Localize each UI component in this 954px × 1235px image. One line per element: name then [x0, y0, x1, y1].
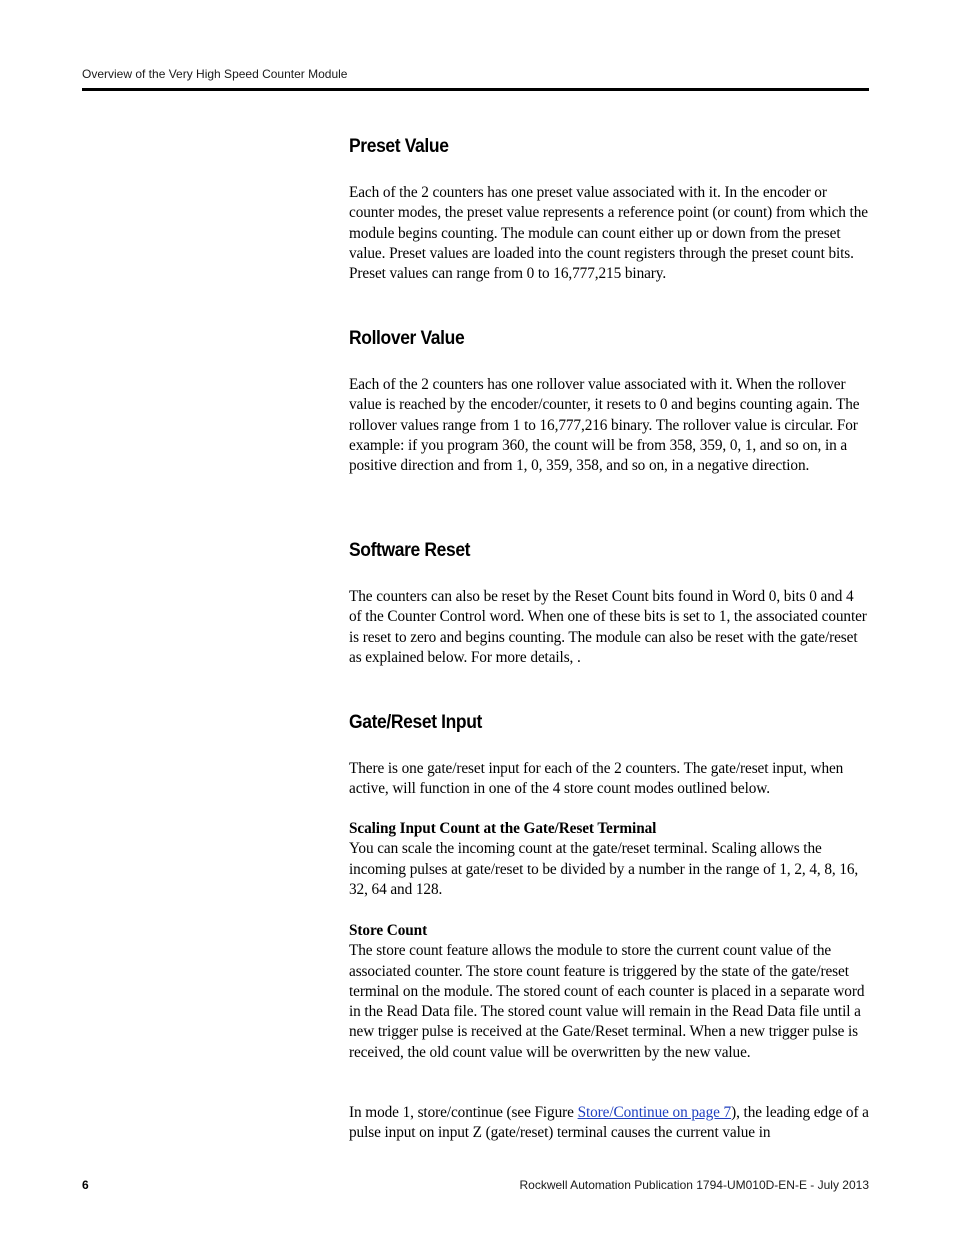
publication-footer: Rockwell Automation Publication 1794-UM010D-EN-E - July 2013 [519, 1178, 869, 1192]
mode1-paragraph [349, 1103, 869, 1144]
running-header-title: Overview of the Very High Speed Counter Module [82, 67, 348, 81]
mode1-text [349, 1103, 869, 1144]
scaling-input-count-heading: Scaling Input Count at the Gate/Reset Terminal [349, 820, 657, 837]
store-count-block [349, 921, 869, 1063]
software-reset-paragraph [349, 587, 869, 668]
heading-preset-value: Preset Value [349, 136, 449, 157]
preset-value-text: Each of the 2 counters has one preset value associated with it. In the encoder or counter modes, the preset value represents a reference point (or count) from which the module begins counting. The module can count either up or down from the preset value. Preset values are loaded into the count registers through the preset count bits. Preset values can range from 0 to 16,777,215 binary. [349, 184, 868, 283]
software-reset-text: The counters can also be reset by the Reset Count bits found in Word 0, bits 0 and 4 of the Counter Control word. When one of these bits is set to 1, the associated counter is reset to zero and begins counting. The module can also be reset with the gate/reset as explained below. For more details, . [349, 588, 867, 666]
rollover-value-paragraph [349, 375, 869, 476]
scaling-input-count-block [349, 819, 869, 900]
rollover-value-text: Each of the 2 counters has one rollover value associated with it. When the rollover value is reached by the encoder/counter, it resets to 0 and begins counting again. The rollover values range from 1 to 16,777,216 binary. The rollover value is circular. For example: if you program 360, the count will be from 358, 359, 0, 1, and so on, in a positive direction and from 1, 0, 359, 358, and so on, in a negative direction. [349, 376, 860, 475]
store-continue-link[interactable]: Store/Continue on page 7 [577, 1104, 732, 1121]
store-count-heading: Store Count [349, 922, 428, 939]
heading-rollover-value: Rollover Value [349, 328, 465, 349]
page-number: 6 [82, 1178, 89, 1192]
gate-reset-intro-paragraph [349, 759, 869, 800]
gate-reset-intro-text: There is one gate/reset input for each of the 2 counters. The gate/reset input, when active, will function in one of the 4 store count modes outlined below. [349, 760, 844, 798]
heading-software-reset: Software Reset [349, 540, 471, 561]
preset-value-paragraph [349, 183, 869, 284]
mode1-text-after: ), the leading edge of a pulse input on input Z (gate/reset) terminal causes the current value in [349, 1104, 869, 1142]
header-rule [82, 88, 869, 91]
mode1-text-before: In mode 1, store/continue (see Figure [349, 1104, 578, 1121]
scaling-input-count-text: You can scale the incoming count at the gate/reset terminal. Scaling allows the incoming pulses at gate/reset to be divided by a number in the range of 1, 2, 4, 8, 16, 32, 64 and 128. [349, 840, 859, 898]
heading-gate-reset-input: Gate/Reset Input [349, 712, 483, 733]
store-count-text: The store count feature allows the module to store the current count value of the associated counter. The store count feature is triggered by the state of the gate/reset terminal on the module. The stored count of each counter is placed in a separate word in the Read Data file. The stored count value will remain in the Read Data file until a new trigger pulse is received at the Gate/Reset terminal. When a new trigger pulse is received, the old count value will be overwritten by the new value. [349, 942, 865, 1061]
